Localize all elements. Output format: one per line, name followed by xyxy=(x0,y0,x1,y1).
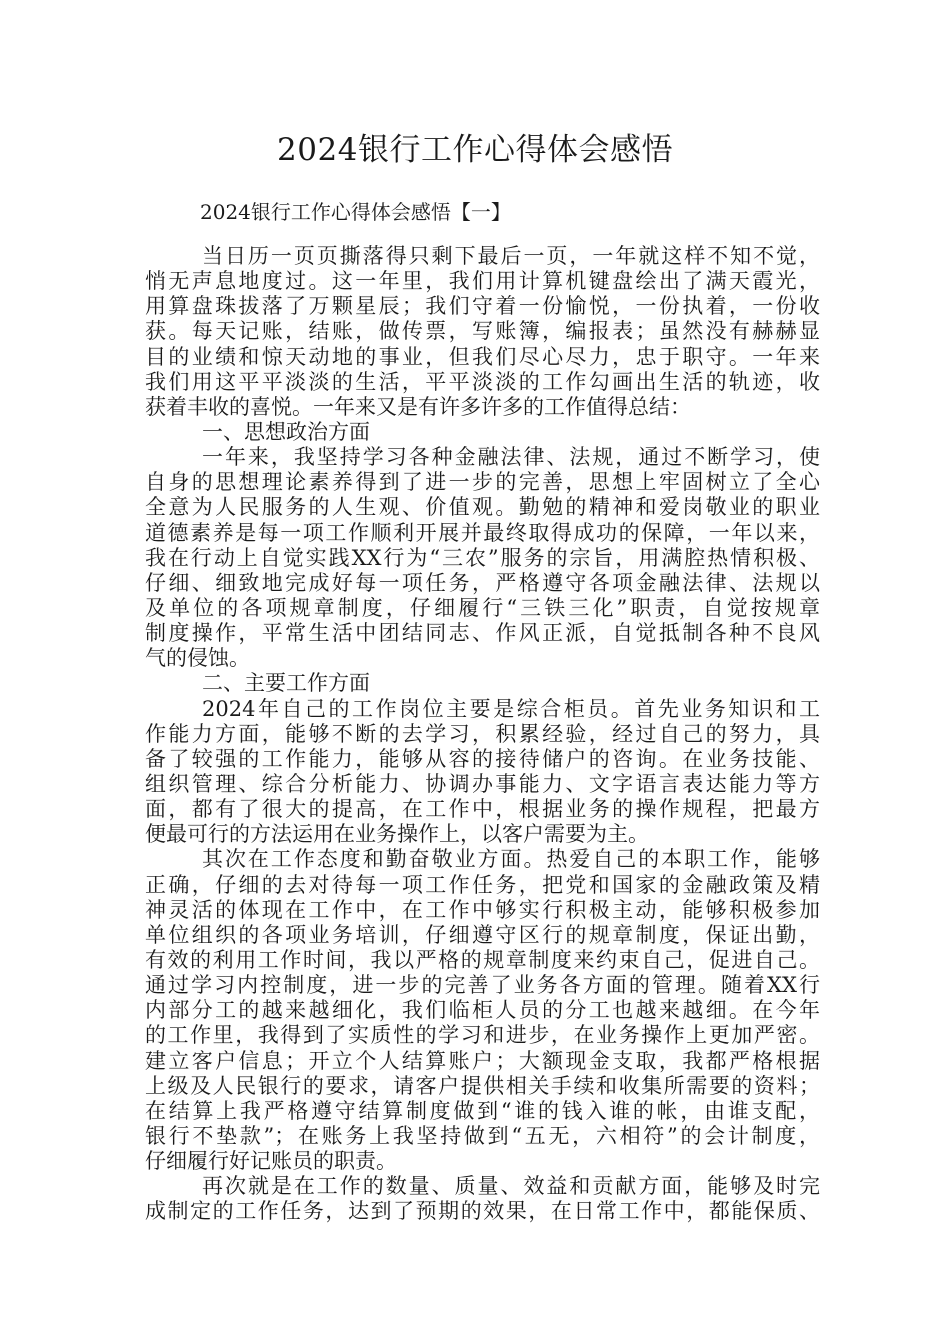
text-line: 成制定的工作任务，达到了预期的效果，在日常工作中，都能保质、 xyxy=(145,1199,820,1224)
text-line: 面，都有了很大的提高，在工作中，根据业务的操作规程，把最方 xyxy=(145,797,820,822)
text-line: 自身的思想理论素养得到了进一步的完善，思想上牢固树立了全心 xyxy=(145,470,820,495)
text-line: 上级及人民银行的要求，请客户提供相关手续和收集所需要的资料； xyxy=(145,1073,820,1098)
text-line: 仔细、细致地完成好每一项任务，严格遵守各项金融法律、法规以 xyxy=(145,570,820,595)
text-line: 及单位的各项规章制度，仔细履行“三铁三化”职责，自觉按规章 xyxy=(145,595,820,620)
text-line: 悄无声息地度过。这一年里，我们用计算机键盘绘出了满天霞光， xyxy=(145,269,820,294)
text-line: 再次就是在工作的数量、质量、效益和贡献方面，能够及时完 xyxy=(202,1174,820,1199)
text-line: 我在行动上自觉实践XX行为“三农”服务的宗旨，用满腔热情积极、 xyxy=(145,545,820,570)
text-line: 目的业绩和惊天动地的事业，但我们尽心尽力，忠于职守。一年来 xyxy=(145,344,820,369)
text-line: 通过学习内控制度，进一步的完善了业务各方面的管理。随着XX行 xyxy=(145,973,820,998)
text-line: 一年来，我坚持学习各种金融法律、法规，通过不断学习，使 xyxy=(202,445,820,470)
text-line: 获。每天记账，结账，做传票，写账簿，编报表；虽然没有赫赫显 xyxy=(145,319,820,344)
text-line: 内部分工的越来越细化，我们临柜人员的分工也越来越细。在今年 xyxy=(145,998,820,1023)
text-line: 银行不垫款”；在账务上我坚持做到“五无，六相符”的会计制度， xyxy=(145,1123,820,1148)
text-line: 一、思想政治方面 xyxy=(202,419,370,444)
text-line: 其次在工作态度和勤奋敬业方面。热爱自己的本职工作，能够 xyxy=(202,847,820,872)
text-line: 有效的利用工作时间，我以严格的规章制度来约束自己，促进自己。 xyxy=(145,947,820,972)
text-line: 正确，仔细的去对待每一项工作任务，把党和国家的金融政策及精 xyxy=(145,872,820,897)
text-line: 气的侵蚀。 xyxy=(145,646,250,671)
body-text xyxy=(145,244,820,1224)
text-line: 制度操作，平常生活中团结同志、作风正派，自觉抵制各种不良风 xyxy=(145,621,820,646)
text-line: 获着丰收的喜悦。一年来又是有许多许多的工作值得总结： xyxy=(145,394,691,419)
text-line: 我们用这平平淡淡的生活，平平淡淡的工作勾画出生活的轨迹，收 xyxy=(145,369,820,394)
text-line: 在结算上我严格遵守结算制度做到“谁的钱入谁的帐，由谁支配， xyxy=(145,1098,820,1123)
text-line: 仔细履行好记账员的职责。 xyxy=(145,1149,397,1174)
text-line: 2024年自己的工作岗位主要是综合柜员。首先业务知识和工 xyxy=(202,696,820,721)
text-line: 神灵活的体现在工作中，在工作中够实行积极主动，能够积极参加 xyxy=(145,897,820,922)
text-line: 便最可行的方法运用在业务操作上，以客户需要为主。 xyxy=(145,822,649,847)
text-line: 组织管理、综合分析能力、协调办事能力、文字语言表达能力等方 xyxy=(145,771,820,796)
page-title: 2024银行工作心得体会感悟 xyxy=(277,132,673,168)
text-line: 单位组织的各项业务培训，仔细遵守区行的规章制度，保证出勤， xyxy=(145,922,820,947)
text-line: 备了较强的工作能力，能够从容的接待储户的咨询。在业务技能、 xyxy=(145,746,820,771)
text-line: 二、主要工作方面 xyxy=(202,671,370,696)
text-line: 用算盘珠拔落了万颗星辰；我们守着一份愉悦，一份执着，一份收 xyxy=(145,294,820,319)
section-subtitle: 2024银行工作心得体会感悟【一】 xyxy=(200,200,511,224)
text-line: 作能力方面，能够不断的去学习，积累经验，经过自己的努力，具 xyxy=(145,721,820,746)
text-line: 道德素养是每一项工作顺利开展并最终取得成功的保障，一年以来， xyxy=(145,520,820,545)
text-line: 的工作里，我得到了实质性的学习和进步，在业务操作上更加严密。 xyxy=(145,1023,820,1048)
text-line: 全意为人民服务的人生观、价值观。勤勉的精神和爱岗敬业的职业 xyxy=(145,495,820,520)
text-line: 建立客户信息；开立个人结算账户；大额现金支取，我都严格根据 xyxy=(145,1048,820,1073)
text-line: 当日历一页页撕落得只剩下最后一页，一年就这样不知不觉， xyxy=(202,244,820,268)
